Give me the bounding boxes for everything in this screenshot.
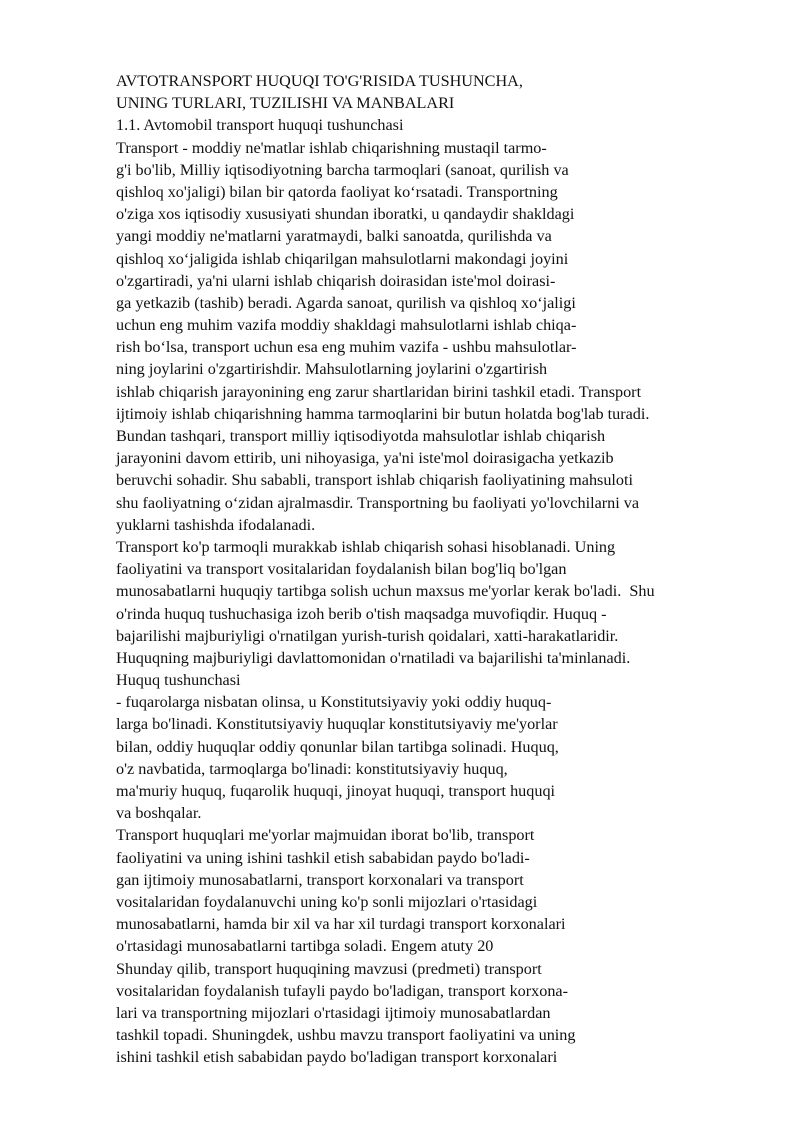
text-line: ijtimoiy ishlab chiqarishning hamma tarmoqlarini bir butun holatda bog'lab turadi. [116,404,650,423]
text-line: jarayonini davom ettirib, uni nihoyasiga, ya'ni iste'mol doirasigacha yetkazib [116,449,614,468]
text-line: ishlab chiqarish jarayonining eng zarur shartlaridan birini tashkil etadi. Transport [116,382,642,401]
text-line: yuklarni tashishda ifodalanadi. [116,515,316,534]
text-line: shu faoliyatning o‘zidan ajralmasdir. Transportning bu faoliyati yo'lovchilarni va [116,493,640,512]
text-line: munosabatlarni huquqiy tartibga solish uchun maxsus me'yorlar kerak bo'ladi. Shu [116,582,655,601]
text-line: munosabatlarni, hamda bir xil va har xil turdagi transport korxonalari [116,915,566,934]
text-line: o'rinda huquq tushuchasiga izoh berib o'tish maqsadga muvofiqdir. Huquq - [116,604,607,623]
text-line: Huquq tushunchasi [116,671,241,690]
text-line: o'z navbatida, tarmoqlarga bo'linadi: konstitutsiyaviy huquq, [116,759,508,778]
text-line: tashkil topadi. Shuningdek, ushbu mavzu transport faoliyatini va uning [116,1026,576,1045]
text-line: Transport huquqlari me'yorlar majmuidan iborat bo'lib, transport [116,826,535,845]
text-line: ning joylarini o'zgartirishdir. Mahsulotlarning joylarini o'zgartirish [116,360,548,379]
text-line: Shunday qilib, transport huquqining mavzusi (predmeti) transport [116,959,542,978]
text-line: - fuqarolarga nisbatan olinsa, u Konstitutsiyaviy yoki oddiy huquq- [116,693,552,712]
text-line: bilan, oddiy huquqlar oddiy qonunlar bilan tartibga solinadi. Huquq, [116,737,559,756]
text-line: Transport - moddiy ne'matlar ishlab chiqarishning mustaqil tarmo- [116,138,547,157]
document-heading-line: AVTOTRANSPORT HUQUQI TO'G'RISIDA TUSHUNCHA, [116,72,523,90]
text-line: uchun eng muhim vazifa moddiy shakldagi mahsulotlarni ishlab chiqa- [116,316,577,335]
document-heading-line: UNING TURLARI, TUZILISHI VA MANBALARI [116,94,455,113]
text-line: beruvchi sohadir. Shu sababli, transport ishlab chiqarish faoliyatining mahsuloti [116,471,634,490]
text-line: o'rtasidagi munosabatlarni tartibga soladi. Engem atuty 20 [116,937,494,956]
text-line: lari va transportning mijozlari o'rtasidagi ijtimoiy munosabatlardan [116,1003,551,1022]
text-line: o'zgartiradi, ya'ni ularni ishlab chiqarish doirasidan iste'mol doirasi- [116,271,556,290]
text-line: o'ziga xos iqtisodiy xususiyati shundan iboratki, u qandaydir shakldagi [116,205,575,224]
text-line: Transport ko'p tarmoqli murakkab ishlab chiqarish sohasi hisoblanadi. Uning [116,537,616,556]
text-line: ishini tashkil etish sababidan paydo bo'ladigan transport korxonalari [116,1048,558,1067]
text-line: rish bo‘lsa, transport uchun esa eng muhim vazifa - ushbu mahsulotlar- [116,338,577,357]
document-text [116,70,756,1068]
text-line: yangi moddiy ne'matlarni yaratmaydi, balki sanoatda, qurilishda va [116,227,552,246]
text-line: qishloq xo‘jaligida ishlab chiqarilgan mahsulotlarni makondagi joyini [116,249,569,268]
text-line: ma'muriy huquq, fuqarolik huquqi, jinoyat huquqi, transport huquqi [116,782,556,800]
text-line: va boshqalar. [116,804,202,823]
section-heading: 1.1. Avtomobil transport huquqi tushunchasi [116,116,404,135]
text-line: faoliyatini va uning ishini tashkil etish sababidan paydo bo'ladi- [116,848,530,867]
text-line: gan ijtimoiy munosabatlarni, transport korxonalari va transport [116,870,524,889]
text-line: vositalaridan foydalanish tufayli paydo bo'ladigan, transport korxona- [116,981,569,1000]
text-line: larga bo'linadi. Konstitutsiyaviy huquqlar konstitutsiyaviy me'yorlar [116,715,558,734]
text-line: g'i bo'lib, Milliy iqtisodiyotning barcha tarmoqlari (sanoat, qurilish va [116,160,569,179]
text-line: Huquqning majburiyligi davlattomonidan o'rnatiladi va bajarilishi ta'minlanadi. [116,648,631,667]
text-line: ga yetkazib (tashib) beradi. Agarda sanoat, qurilish va qishloq xo‘jaligi [116,293,576,312]
text-line: qishloq xo'jaligi) bilan bir qatorda faoliyat ko‘rsatadi. Transportning [116,182,558,201]
text-line: Bundan tashqari, transport milliy iqtisodiyotda mahsulotlar ishlab chiqarish [116,427,606,445]
text-line: faoliyatini va transport vositalaridan foydalanish bilan bog'liq bo'lgan [116,560,567,579]
text-line: vositalaridan foydalanuvchi uning ko'p sonli mijozlari o'rtasidagi [116,892,538,911]
text-line: bajarilishi majburiyligi o'rnatilgan yurish-turish qoidalari, xatti-harakatlaridir. [116,626,619,645]
